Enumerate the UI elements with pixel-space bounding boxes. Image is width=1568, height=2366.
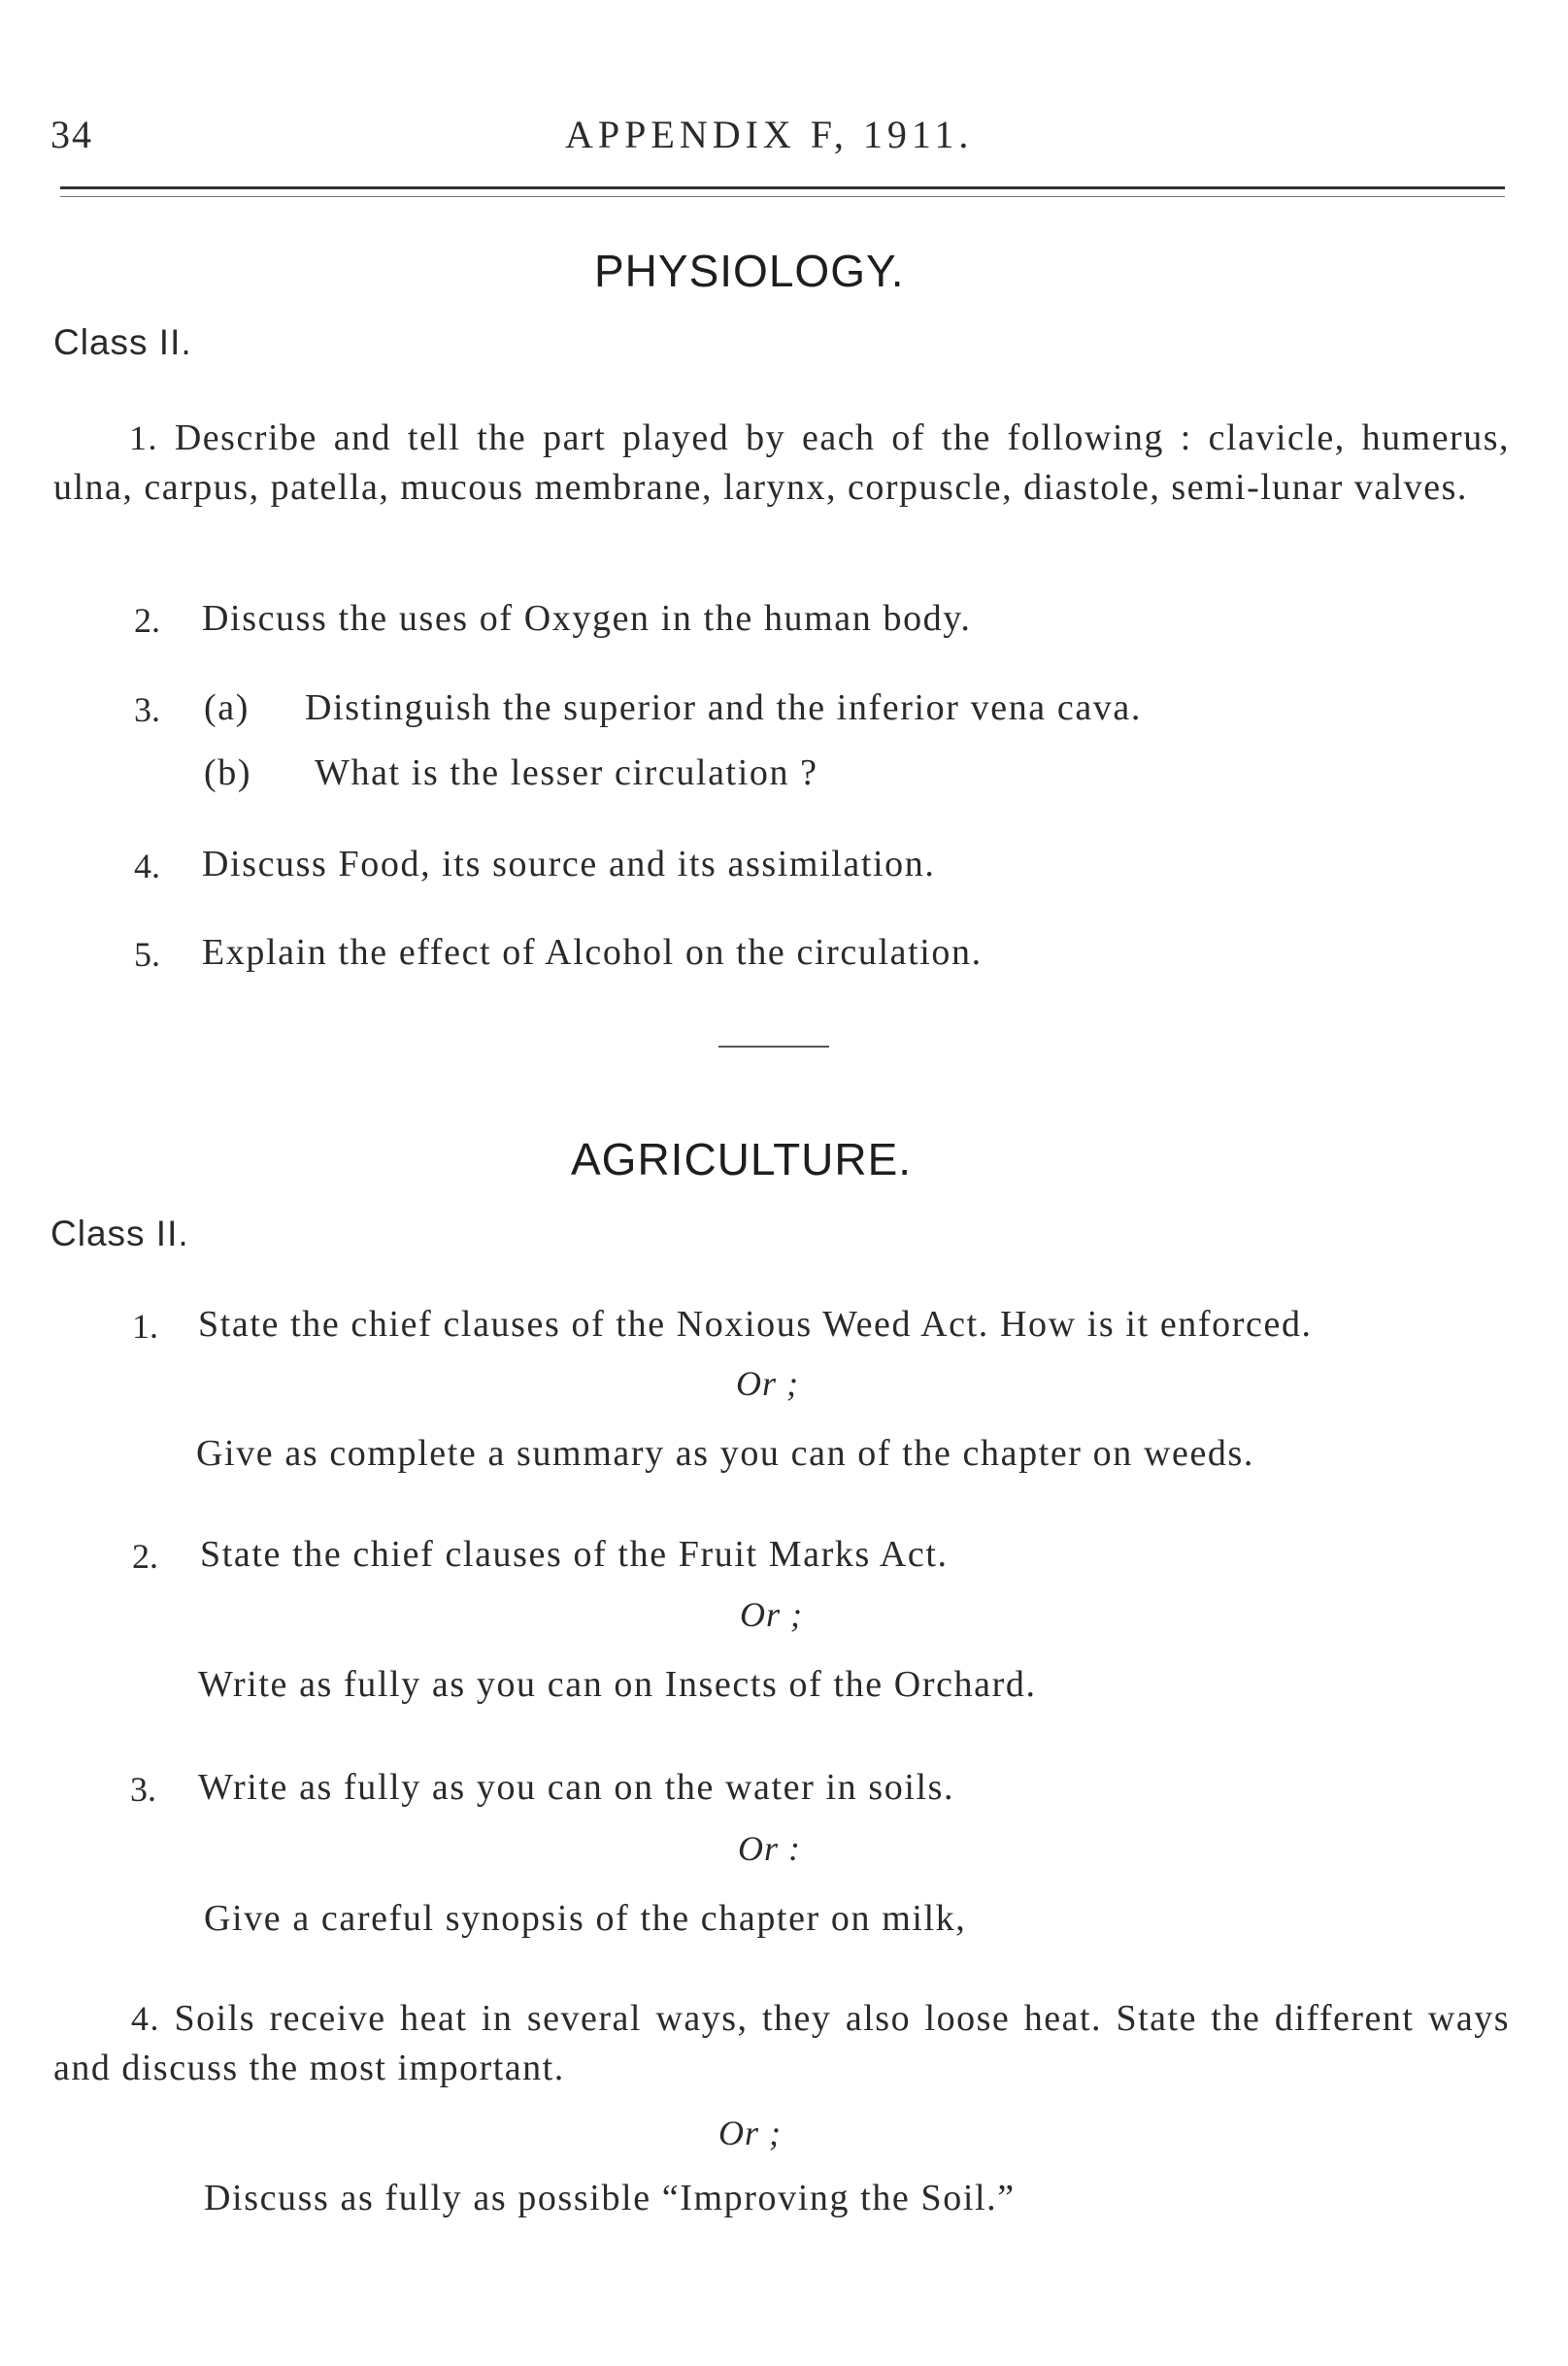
physiology-question-3b-label: (b) [204, 752, 252, 793]
physiology-question-1 [53, 414, 1510, 513]
agriculture-question-4 [53, 1994, 1510, 2093]
physiology-question-3a-label: (a) [204, 687, 250, 728]
running-head: APPENDIX F, 1911. [565, 113, 974, 156]
agriculture-question-2-alt: Write as fully as you can on Insects of the Orchard. [198, 1664, 1037, 1705]
agriculture-question-2-number: 2. [132, 1537, 158, 1576]
physiology-question-4-text: Discuss Food, its source and its assimilation. [202, 844, 936, 884]
physiology-question-2-text: Discuss the uses of Oxygen in the human body. [202, 598, 972, 639]
agriculture-question-4-or: Or ; [718, 2114, 782, 2152]
agriculture-question-1-number: 1. [132, 1307, 158, 1346]
page-number: 34 [50, 113, 93, 156]
header-rule [60, 186, 1505, 189]
physiology-question-3-number: 3. [134, 690, 160, 729]
question-text: Soils receive heat in several ways, they also loose heat. State the different ways and discuss the most important. [53, 1998, 1510, 2088]
physiology-question-5-number: 5. [134, 935, 160, 974]
physiology-question-5-text: Explain the effect of Alcohol on the circulation. [202, 932, 983, 973]
agriculture-question-3-number: 3. [130, 1770, 156, 1809]
agriculture-title: AGRICULTURE. [571, 1134, 913, 1184]
section-divider [718, 1046, 829, 1048]
physiology-question-3b-text: What is the lesser circulation ? [315, 752, 818, 793]
question-number: 1. [129, 418, 158, 457]
agriculture-question-1-text: State the chief clauses of the Noxious Weed Act. How is it enforced. [198, 1304, 1313, 1345]
agriculture-question-3-text: Write as fully as you can on the water in soils. [198, 1767, 955, 1808]
question-text: Describe and tell the part played by each of the following : clavicle, humerus, ulna, carpus, patella, mucous membrane, larynx, corpuscle, diastole, semi-lunar valves. [53, 417, 1511, 508]
agriculture-question-2-text: State the chief clauses of the Fruit Marks Act. [200, 1534, 949, 1575]
physiology-question-4-number: 4. [134, 847, 160, 885]
agriculture-question-4-alt: Discuss as fully as possible “Improving the Soil.” [204, 2178, 1016, 2218]
physiology-question-3a-text: Distinguish the superior and the inferior vena cava. [305, 687, 1142, 728]
agriculture-question-1-or: Or ; [736, 1364, 799, 1403]
physiology-title: PHYSIOLOGY. [594, 246, 905, 296]
agriculture-question-3-or: Or : [738, 1829, 801, 1868]
agriculture-class-label: Class II. [50, 1214, 189, 1253]
header-rule-thin [60, 196, 1505, 197]
question-number: 4. [131, 1999, 160, 2038]
agriculture-question-2-or: Or ; [740, 1595, 803, 1634]
agriculture-question-1-alt: Give as complete a summary as you can of the chapter on weeds. [196, 1433, 1255, 1474]
physiology-question-2-number: 2. [134, 601, 160, 640]
agriculture-question-3-alt: Give a careful synopsis of the chapter on milk, [204, 1898, 967, 1939]
physiology-class-label: Class II. [53, 322, 192, 362]
